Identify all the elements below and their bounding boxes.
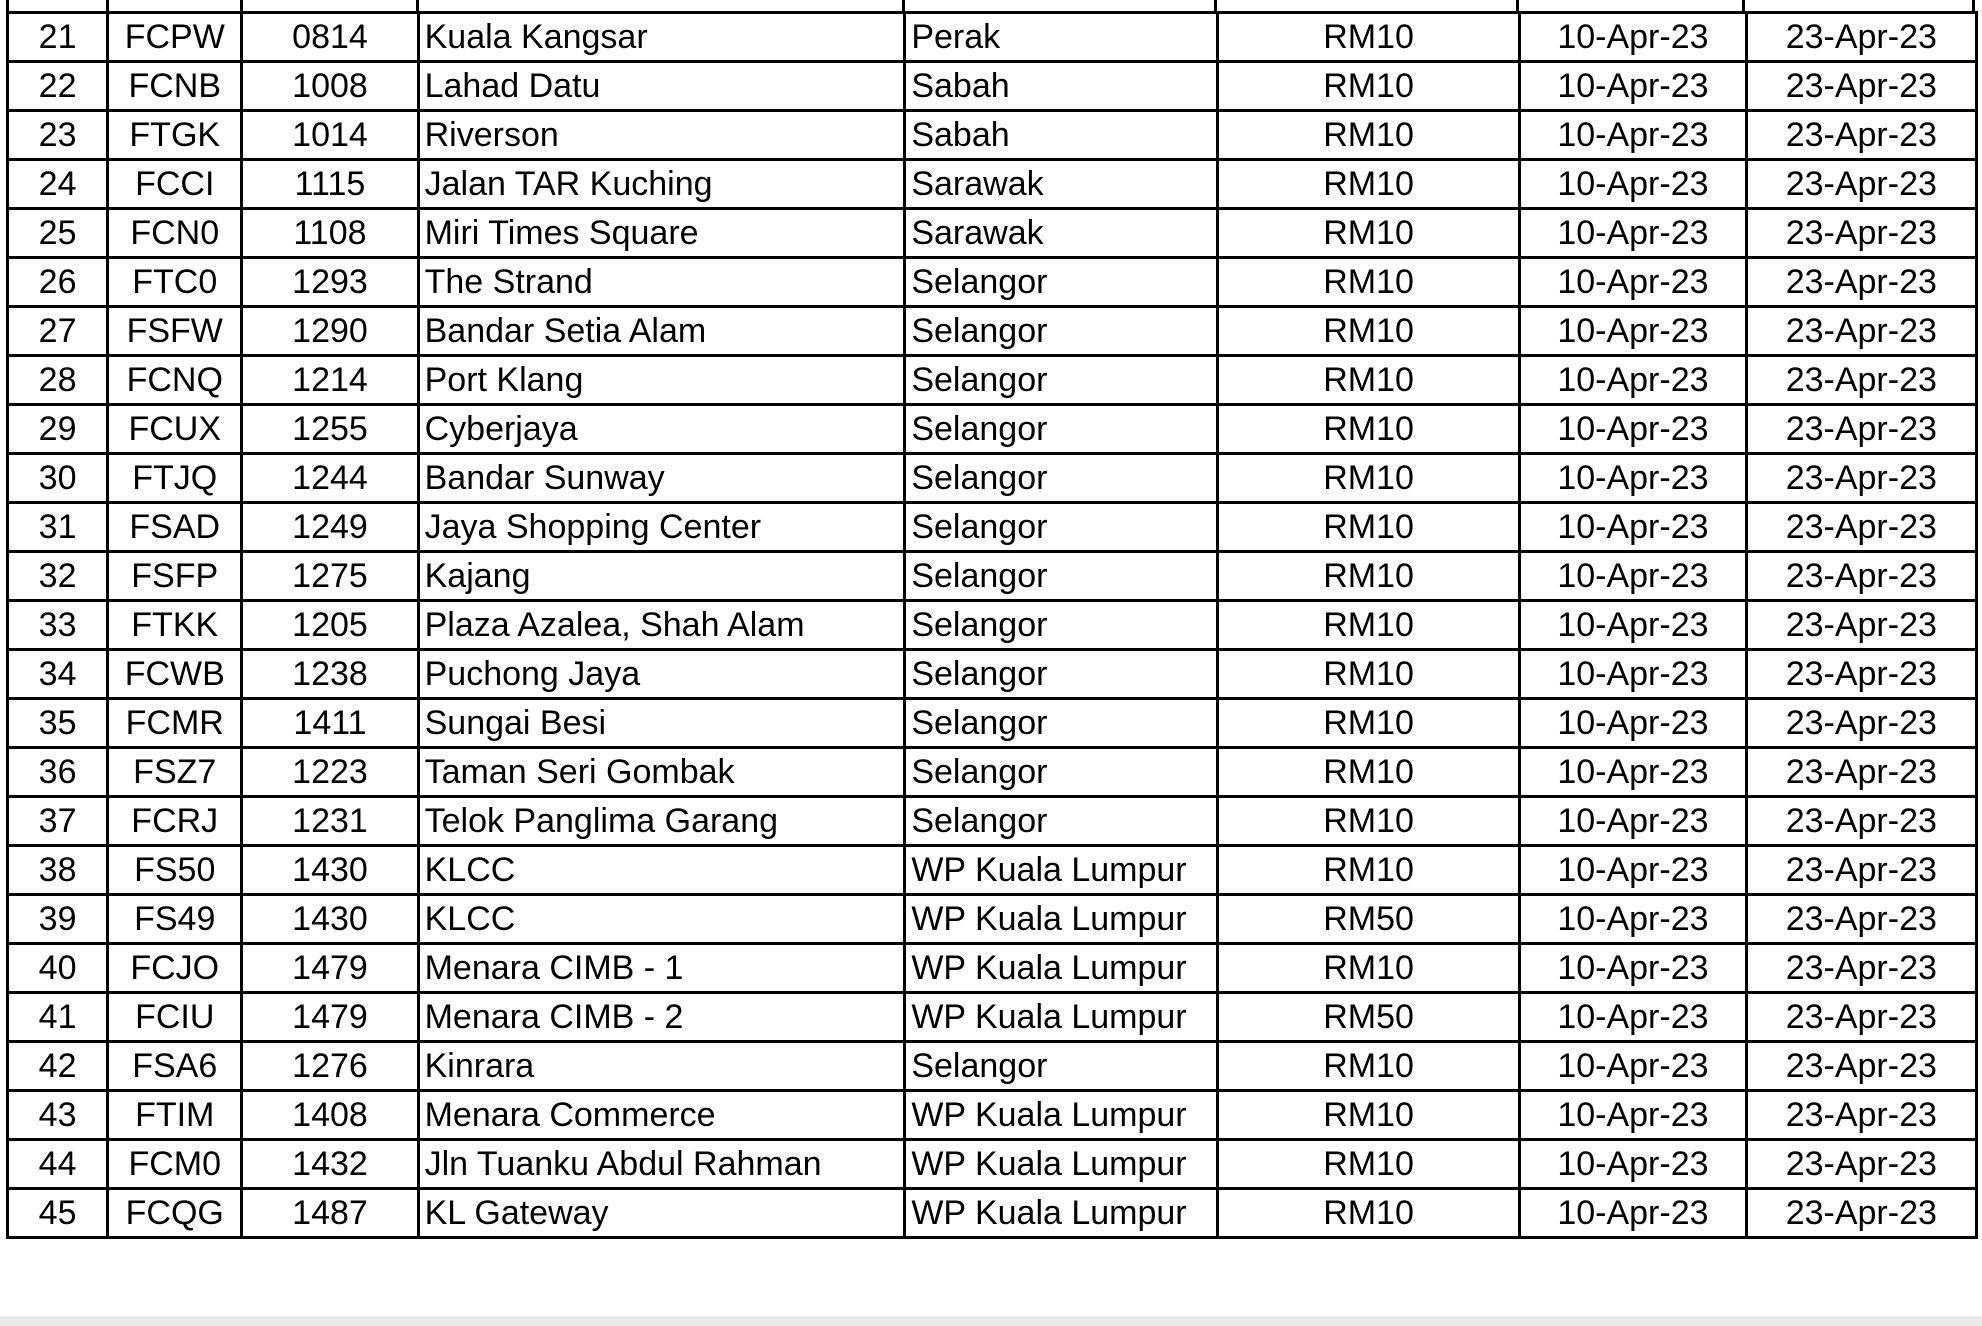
cell-number[interactable]: 44 <box>8 1140 108 1189</box>
cell-number[interactable]: 33 <box>8 601 108 650</box>
cell-state[interactable]: Selangor <box>905 307 1217 356</box>
cell-code[interactable]: FSA6 <box>108 1042 242 1091</box>
cell-number[interactable]: 29 <box>8 405 108 454</box>
table-row <box>8 1091 1977 1140</box>
cell-value[interactable]: RM10 <box>1217 1140 1519 1189</box>
cell-value[interactable]: RM10 <box>1217 209 1519 258</box>
cell-number[interactable]: 26 <box>8 258 108 307</box>
cell-start-date[interactable]: 10-Apr-23 <box>1520 454 1746 503</box>
cell-location[interactable]: Miri Times Square <box>418 209 905 258</box>
cell-location[interactable]: Menara CIMB - 2 <box>418 993 905 1042</box>
cell-code[interactable]: FCMR <box>108 699 242 748</box>
cell-code[interactable]: FCRJ <box>108 797 242 846</box>
table-row <box>8 13 1977 62</box>
cell-number[interactable]: 25 <box>8 209 108 258</box>
cell-start-date[interactable]: 10-Apr-23 <box>1520 209 1746 258</box>
cell-id[interactable]: 1214 <box>242 356 418 405</box>
cell-value[interactable]: RM10 <box>1217 62 1519 111</box>
cell-id[interactable]: 1275 <box>242 552 418 601</box>
cell-end-date[interactable]: 23-Apr-23 <box>1746 405 1976 454</box>
cell-value[interactable]: RM10 <box>1217 1189 1519 1238</box>
cell-start-date[interactable]: 10-Apr-23 <box>1520 846 1746 895</box>
cell-value[interactable]: RM10 <box>1217 13 1519 62</box>
cell-end-date[interactable]: 23-Apr-23 <box>1746 846 1976 895</box>
cell-number[interactable]: 37 <box>8 797 108 846</box>
cell-location[interactable]: Menara CIMB - 1 <box>418 944 905 993</box>
cell-id[interactable]: 1479 <box>242 993 418 1042</box>
cell-location[interactable]: KLCC <box>418 846 905 895</box>
cell-end-date[interactable]: 23-Apr-23 <box>1746 944 1976 993</box>
cell-code[interactable]: FCNQ <box>108 356 242 405</box>
cell-state[interactable]: WP Kuala Lumpur <box>905 846 1217 895</box>
cell-location[interactable]: Jaya Shopping Center <box>418 503 905 552</box>
cell-location[interactable]: Riverson <box>418 111 905 160</box>
cell-value[interactable]: RM10 <box>1217 503 1519 552</box>
table-body <box>8 13 1977 1238</box>
store-table <box>6 11 1978 1239</box>
cell-value[interactable]: RM10 <box>1217 846 1519 895</box>
cell-start-date[interactable]: 10-Apr-23 <box>1520 160 1746 209</box>
cell-start-date[interactable]: 10-Apr-23 <box>1520 405 1746 454</box>
table-row <box>8 748 1977 797</box>
cell-id[interactable]: 0814 <box>242 13 418 62</box>
cell-location[interactable]: Bandar Setia Alam <box>418 307 905 356</box>
cell-value[interactable]: RM10 <box>1217 1042 1519 1091</box>
cell-id[interactable]: 1205 <box>242 601 418 650</box>
cell-number[interactable]: 27 <box>8 307 108 356</box>
cell-end-date[interactable]: 23-Apr-23 <box>1746 699 1976 748</box>
table-row <box>8 111 1977 160</box>
cell-state[interactable]: WP Kuala Lumpur <box>905 944 1217 993</box>
cell-state[interactable]: Selangor <box>905 699 1217 748</box>
table-row <box>8 895 1977 944</box>
cell-number[interactable]: 42 <box>8 1042 108 1091</box>
cell-value[interactable]: RM10 <box>1217 748 1519 797</box>
table-row <box>8 650 1977 699</box>
cell-end-date[interactable]: 23-Apr-23 <box>1746 797 1976 846</box>
cell-state[interactable]: Selangor <box>905 601 1217 650</box>
cell-number[interactable]: 36 <box>8 748 108 797</box>
cell-value[interactable]: RM10 <box>1217 944 1519 993</box>
cell-number[interactable]: 41 <box>8 993 108 1042</box>
cell-value[interactable]: RM10 <box>1217 307 1519 356</box>
table-row <box>8 454 1977 503</box>
cell-id[interactable]: 1290 <box>242 307 418 356</box>
cell-code[interactable]: FSFP <box>108 552 242 601</box>
cell-id[interactable]: 1255 <box>242 405 418 454</box>
cell-value[interactable]: RM10 <box>1217 699 1519 748</box>
cell-state[interactable]: Selangor <box>905 356 1217 405</box>
cell-number[interactable]: 45 <box>8 1189 108 1238</box>
cell-state[interactable]: WP Kuala Lumpur <box>905 993 1217 1042</box>
cell-value[interactable]: RM10 <box>1217 405 1519 454</box>
cell-value[interactable]: RM10 <box>1217 797 1519 846</box>
table-row <box>8 405 1977 454</box>
previous-row-edge <box>6 0 1978 11</box>
cell-location[interactable]: Taman Seri Gombak <box>418 748 905 797</box>
cell-state[interactable]: WP Kuala Lumpur <box>905 1189 1217 1238</box>
cell-start-date[interactable]: 10-Apr-23 <box>1520 552 1746 601</box>
cell-start-date[interactable]: 10-Apr-23 <box>1520 307 1746 356</box>
cell-location[interactable]: Sungai Besi <box>418 699 905 748</box>
cell-id[interactable]: 1231 <box>242 797 418 846</box>
cell-state[interactable]: Selangor <box>905 503 1217 552</box>
cell-start-date[interactable]: 10-Apr-23 <box>1520 1091 1746 1140</box>
cell-state[interactable]: Selangor <box>905 405 1217 454</box>
cell-code[interactable]: FS49 <box>108 895 242 944</box>
cell-code[interactable]: FTC0 <box>108 258 242 307</box>
cell-code[interactable]: FCCI <box>108 160 242 209</box>
cell-number[interactable]: 35 <box>8 699 108 748</box>
table-row <box>8 160 1977 209</box>
cell-id[interactable]: 1223 <box>242 748 418 797</box>
table-row <box>8 503 1977 552</box>
cell-state[interactable]: Sabah <box>905 62 1217 111</box>
cell-end-date[interactable]: 23-Apr-23 <box>1746 601 1976 650</box>
cell-code[interactable]: FCPW <box>108 13 242 62</box>
cell-code[interactable]: FTIM <box>108 1091 242 1140</box>
cell-end-date[interactable]: 23-Apr-23 <box>1746 1091 1976 1140</box>
cell-value[interactable]: RM10 <box>1217 160 1519 209</box>
cell-end-date[interactable]: 23-Apr-23 <box>1746 209 1976 258</box>
cell-value[interactable]: RM10 <box>1217 258 1519 307</box>
cell-start-date[interactable]: 10-Apr-23 <box>1520 62 1746 111</box>
cell-start-date[interactable]: 10-Apr-23 <box>1520 258 1746 307</box>
cell-start-date[interactable]: 10-Apr-23 <box>1520 895 1746 944</box>
table-row <box>8 699 1977 748</box>
cell-state[interactable]: Selangor <box>905 748 1217 797</box>
table-row <box>8 944 1977 993</box>
table-row <box>8 601 1977 650</box>
cell-code[interactable]: FTKK <box>108 601 242 650</box>
cell-code[interactable]: FSZ7 <box>108 748 242 797</box>
cell-number[interactable]: 24 <box>8 160 108 209</box>
cell-code[interactable]: FTJQ <box>108 454 242 503</box>
cell-start-date[interactable]: 10-Apr-23 <box>1520 503 1746 552</box>
cell-state[interactable]: Sabah <box>905 111 1217 160</box>
cell-id[interactable]: 1411 <box>242 699 418 748</box>
cell-id[interactable]: 1014 <box>242 111 418 160</box>
cell-end-date[interactable]: 23-Apr-23 <box>1746 503 1976 552</box>
cell-id[interactable]: 1115 <box>242 160 418 209</box>
cell-state[interactable]: Selangor <box>905 552 1217 601</box>
table-row <box>8 356 1977 405</box>
cell-location[interactable]: Jln Tuanku Abdul Rahman <box>418 1140 905 1189</box>
cell-id[interactable]: 1479 <box>242 944 418 993</box>
table-row <box>8 1042 1977 1091</box>
cell-id[interactable]: 1244 <box>242 454 418 503</box>
cell-number[interactable]: 43 <box>8 1091 108 1140</box>
cell-number[interactable]: 30 <box>8 454 108 503</box>
table-row <box>8 846 1977 895</box>
cell-id[interactable]: 1008 <box>242 62 418 111</box>
table-row <box>8 552 1977 601</box>
cell-location[interactable]: Telok Panglima Garang <box>418 797 905 846</box>
table-row <box>8 307 1977 356</box>
cell-state[interactable]: Selangor <box>905 650 1217 699</box>
cell-value[interactable]: RM10 <box>1217 454 1519 503</box>
cell-id[interactable]: 1108 <box>242 209 418 258</box>
cell-start-date[interactable]: 10-Apr-23 <box>1520 1042 1746 1091</box>
cell-state[interactable]: Sarawak <box>905 209 1217 258</box>
cell-value[interactable]: RM50 <box>1217 895 1519 944</box>
cell-location[interactable]: Kinrara <box>418 1042 905 1091</box>
cell-number[interactable]: 31 <box>8 503 108 552</box>
cell-code[interactable]: FS50 <box>108 846 242 895</box>
cell-code[interactable]: FCNB <box>108 62 242 111</box>
cell-state[interactable]: WP Kuala Lumpur <box>905 1091 1217 1140</box>
cell-location[interactable]: Lahad Datu <box>418 62 905 111</box>
cell-location[interactable]: Cyberjaya <box>418 405 905 454</box>
cell-number[interactable]: 23 <box>8 111 108 160</box>
cell-end-date[interactable]: 23-Apr-23 <box>1746 307 1976 356</box>
table-row <box>8 1140 1977 1189</box>
cell-id[interactable]: 1293 <box>242 258 418 307</box>
cell-state[interactable]: Sarawak <box>905 160 1217 209</box>
cell-state[interactable]: WP Kuala Lumpur <box>905 1140 1217 1189</box>
cell-end-date[interactable]: 23-Apr-23 <box>1746 650 1976 699</box>
cell-location[interactable]: Bandar Sunway <box>418 454 905 503</box>
cell-value[interactable]: RM10 <box>1217 650 1519 699</box>
cell-location[interactable]: The Strand <box>418 258 905 307</box>
bottom-edge <box>0 1316 1982 1326</box>
cell-number[interactable]: 22 <box>8 62 108 111</box>
cell-value[interactable]: RM50 <box>1217 993 1519 1042</box>
cell-id[interactable]: 1249 <box>242 503 418 552</box>
cell-location[interactable]: KL Gateway <box>418 1189 905 1238</box>
cell-end-date[interactable]: 23-Apr-23 <box>1746 895 1976 944</box>
cell-start-date[interactable]: 10-Apr-23 <box>1520 601 1746 650</box>
cell-end-date[interactable]: 23-Apr-23 <box>1746 748 1976 797</box>
cell-end-date[interactable]: 23-Apr-23 <box>1746 1042 1976 1091</box>
cell-number[interactable]: 28 <box>8 356 108 405</box>
cell-end-date[interactable]: 23-Apr-23 <box>1746 454 1976 503</box>
cell-location[interactable]: Menara Commerce <box>418 1091 905 1140</box>
cell-code[interactable]: FCN0 <box>108 209 242 258</box>
cell-number[interactable]: 34 <box>8 650 108 699</box>
cell-end-date[interactable]: 23-Apr-23 <box>1746 111 1976 160</box>
cell-end-date[interactable]: 23-Apr-23 <box>1746 356 1976 405</box>
table-row <box>8 258 1977 307</box>
cell-start-date[interactable]: 10-Apr-23 <box>1520 111 1746 160</box>
table-row <box>8 1189 1977 1238</box>
table-row <box>8 209 1977 258</box>
cell-start-date[interactable]: 10-Apr-23 <box>1520 650 1746 699</box>
cell-number[interactable]: 39 <box>8 895 108 944</box>
table-row <box>8 797 1977 846</box>
cell-state[interactable]: Selangor <box>905 454 1217 503</box>
cell-end-date[interactable]: 23-Apr-23 <box>1746 993 1976 1042</box>
cell-value[interactable]: RM10 <box>1217 601 1519 650</box>
cell-start-date[interactable]: 10-Apr-23 <box>1520 993 1746 1042</box>
cell-location[interactable]: Plaza Azalea, Shah Alam <box>418 601 905 650</box>
cell-start-date[interactable]: 10-Apr-23 <box>1520 748 1746 797</box>
cell-code[interactable]: FSFW <box>108 307 242 356</box>
cell-state[interactable]: Selangor <box>905 258 1217 307</box>
table-row <box>8 62 1977 111</box>
cell-end-date[interactable]: 23-Apr-23 <box>1746 552 1976 601</box>
cell-code[interactable]: FCJO <box>108 944 242 993</box>
cell-number[interactable]: 40 <box>8 944 108 993</box>
cell-start-date[interactable]: 10-Apr-23 <box>1520 797 1746 846</box>
cell-state[interactable]: Selangor <box>905 797 1217 846</box>
cell-state[interactable]: WP Kuala Lumpur <box>905 895 1217 944</box>
cell-start-date[interactable]: 10-Apr-23 <box>1520 944 1746 993</box>
cell-state[interactable]: Selangor <box>905 1042 1217 1091</box>
cell-location[interactable]: KLCC <box>418 895 905 944</box>
cell-location[interactable]: Puchong Jaya <box>418 650 905 699</box>
cell-value[interactable]: RM10 <box>1217 1091 1519 1140</box>
cell-end-date[interactable]: 23-Apr-23 <box>1746 258 1976 307</box>
cell-location[interactable]: Jalan TAR Kuching <box>418 160 905 209</box>
cell-id[interactable]: 1432 <box>242 1140 418 1189</box>
cell-start-date[interactable]: 10-Apr-23 <box>1520 699 1746 748</box>
cell-code[interactable]: FCWB <box>108 650 242 699</box>
cell-number[interactable]: 32 <box>8 552 108 601</box>
cell-code[interactable]: FCUX <box>108 405 242 454</box>
table-row <box>8 993 1977 1042</box>
cell-location[interactable]: Kajang <box>418 552 905 601</box>
cell-code[interactable]: FSAD <box>108 503 242 552</box>
cell-code[interactable]: FTGK <box>108 111 242 160</box>
cell-id[interactable]: 1430 <box>242 846 418 895</box>
cell-location[interactable]: Port Klang <box>418 356 905 405</box>
cell-code[interactable]: FCIU <box>108 993 242 1042</box>
cell-id[interactable]: 1430 <box>242 895 418 944</box>
cell-end-date[interactable]: 23-Apr-23 <box>1746 1140 1976 1189</box>
cell-code[interactable]: FCM0 <box>108 1140 242 1189</box>
cell-start-date[interactable]: 10-Apr-23 <box>1520 1140 1746 1189</box>
cell-end-date[interactable]: 23-Apr-23 <box>1746 13 1976 62</box>
cell-end-date[interactable]: 23-Apr-23 <box>1746 160 1976 209</box>
cell-end-date[interactable]: 23-Apr-23 <box>1746 62 1976 111</box>
cell-id[interactable]: 1408 <box>242 1091 418 1140</box>
cell-value[interactable]: RM10 <box>1217 552 1519 601</box>
cell-number[interactable]: 38 <box>8 846 108 895</box>
cell-id[interactable]: 1487 <box>242 1189 418 1238</box>
cell-end-date[interactable]: 23-Apr-23 <box>1746 1189 1976 1238</box>
cell-id[interactable]: 1238 <box>242 650 418 699</box>
cell-value[interactable]: RM10 <box>1217 111 1519 160</box>
cell-start-date[interactable]: 10-Apr-23 <box>1520 13 1746 62</box>
cell-location[interactable]: Kuala Kangsar <box>418 13 905 62</box>
cell-number[interactable]: 21 <box>8 13 108 62</box>
cell-start-date[interactable]: 10-Apr-23 <box>1520 1189 1746 1238</box>
cell-value[interactable]: RM10 <box>1217 356 1519 405</box>
cell-start-date[interactable]: 10-Apr-23 <box>1520 356 1746 405</box>
cell-id[interactable]: 1276 <box>242 1042 418 1091</box>
cell-code[interactable]: FCQG <box>108 1189 242 1238</box>
cell-state[interactable]: Perak <box>905 13 1217 62</box>
